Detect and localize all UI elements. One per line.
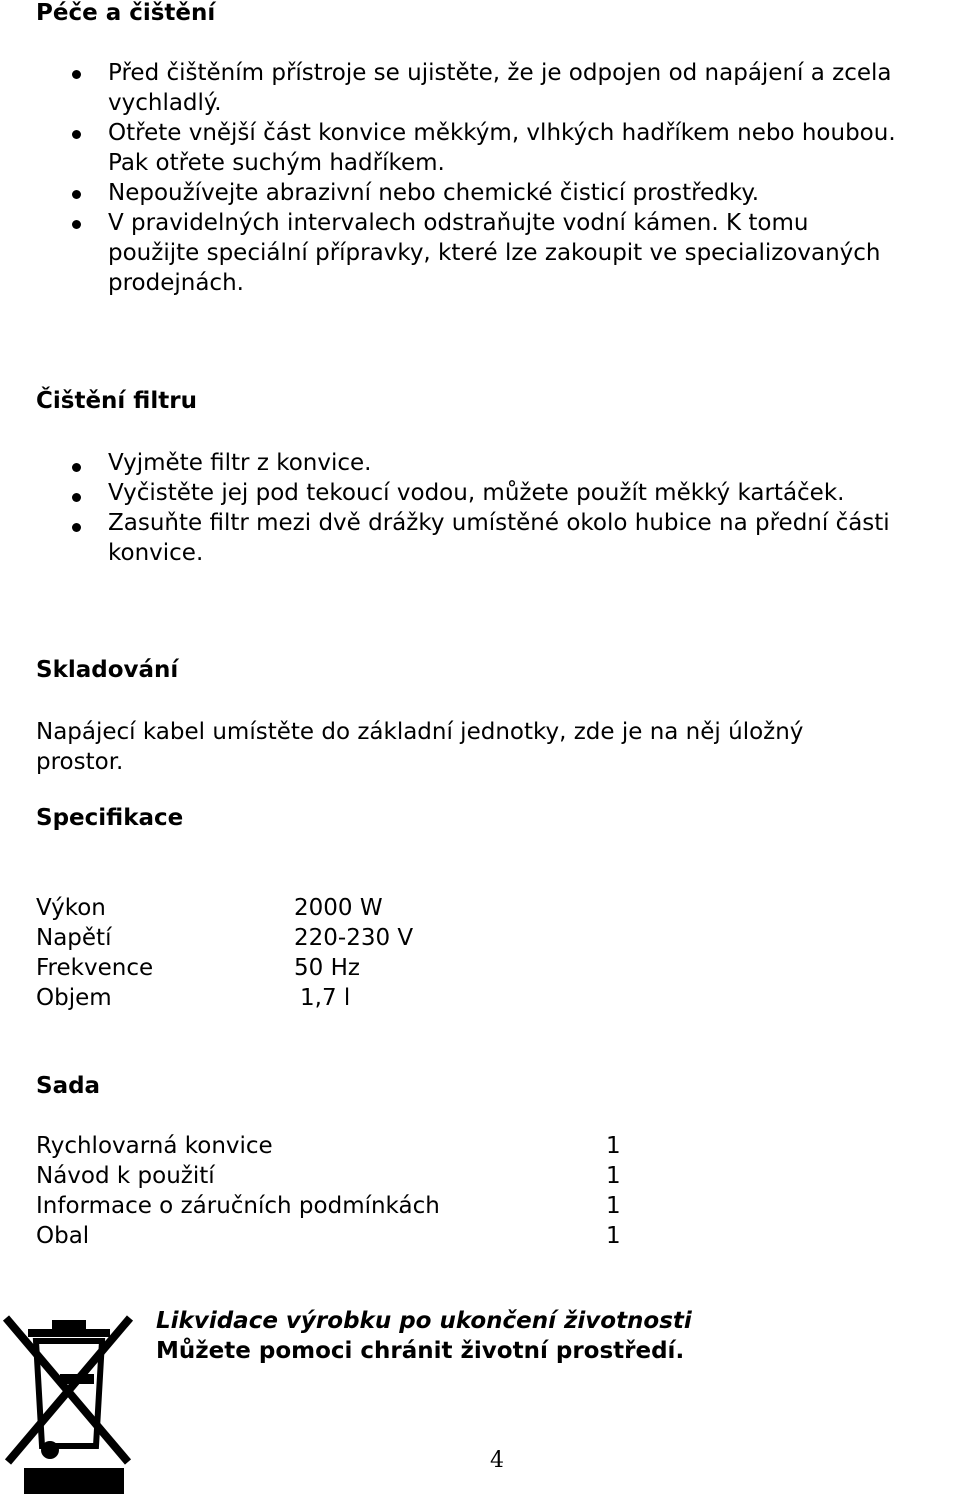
filter-item-2: Vyčistěte jej pod tekoucí vodou, můžete použít měkký kartáček. xyxy=(108,480,845,506)
care-heading: Péče a čištění xyxy=(36,0,216,26)
filter-item-3-line-2: konvice. xyxy=(108,540,204,566)
set-item-manual: Návod k použití xyxy=(36,1163,215,1189)
care-item-4-line-2: použijte speciální přípravky, které lze zakoupit ve specializovaných xyxy=(108,240,881,266)
spec-label-power: Výkon xyxy=(36,895,106,921)
bullet-icon xyxy=(72,190,81,199)
filter-item-3-line-1: Zasuňte filtr mezi dvě drážky umístěné okolo hubice na přední části xyxy=(108,510,890,536)
set-qty-package: 1 xyxy=(606,1223,621,1249)
spec-label-frequency: Frekvence xyxy=(36,955,154,981)
spec-value-voltage: 220-230 V xyxy=(294,925,414,951)
storage-text-line-1: Napájecí kabel umístěte do základní jednotky, zde je na něj úložný xyxy=(36,719,804,745)
spec-label-volume: Objem xyxy=(36,985,112,1011)
set-item-package: Obal xyxy=(36,1223,90,1249)
set-qty-warranty: 1 xyxy=(606,1193,621,1219)
care-item-1-line-1: Před čištěním přístroje se ujistěte, že je odpojen od napájení a zcela xyxy=(108,60,892,86)
set-item-kettle: Rychlovarná konvice xyxy=(36,1133,273,1159)
storage-text-line-2: prostor. xyxy=(36,749,124,775)
spec-value-volume: 1,7 l xyxy=(300,985,351,1011)
care-item-2-line-2: Pak otřete suchým hadříkem. xyxy=(108,150,445,176)
care-item-4-line-3: prodejnách. xyxy=(108,270,244,296)
filter-item-1: Vyjměte filtr z konvice. xyxy=(108,450,372,476)
care-item-1-line-2: vychladlý. xyxy=(108,90,222,116)
bullet-icon xyxy=(72,463,81,472)
bullet-icon xyxy=(72,70,81,79)
set-qty-manual: 1 xyxy=(606,1163,621,1189)
page-number: 4 xyxy=(490,1448,504,1473)
care-item-3-line-1: Nepoužívejte abrazivní nebo chemické čisticí prostředky. xyxy=(108,180,760,206)
bullet-icon xyxy=(72,130,81,139)
care-item-4-line-1: V pravidelných intervalech odstraňujte vodní kámen. K tomu xyxy=(108,210,809,236)
set-qty-kettle: 1 xyxy=(606,1133,621,1159)
crossed-out-bin-icon xyxy=(2,1312,136,1495)
spec-label-voltage: Napětí xyxy=(36,925,112,951)
set-item-warranty: Informace o záručních podmínkách xyxy=(36,1193,440,1219)
spec-value-power: 2000 W xyxy=(294,895,383,921)
storage-heading: Skladování xyxy=(36,657,179,683)
bullet-icon xyxy=(72,220,81,229)
disposal-subtitle: Můžete pomoci chránit životní prostředí. xyxy=(156,1338,685,1364)
disposal-title: Likvidace výrobku po ukončení životnosti xyxy=(156,1308,692,1334)
spec-heading: Specifikace xyxy=(36,805,184,831)
care-item-2-line-1: Otřete vnější část konvice měkkým, vlhkých hadříkem nebo houbou. xyxy=(108,120,896,146)
bullet-icon xyxy=(72,493,81,502)
set-heading: Sada xyxy=(36,1073,101,1099)
filter-heading: Čištění filtru xyxy=(36,388,197,414)
spec-value-frequency: 50 Hz xyxy=(294,955,360,981)
bullet-icon xyxy=(72,523,81,532)
